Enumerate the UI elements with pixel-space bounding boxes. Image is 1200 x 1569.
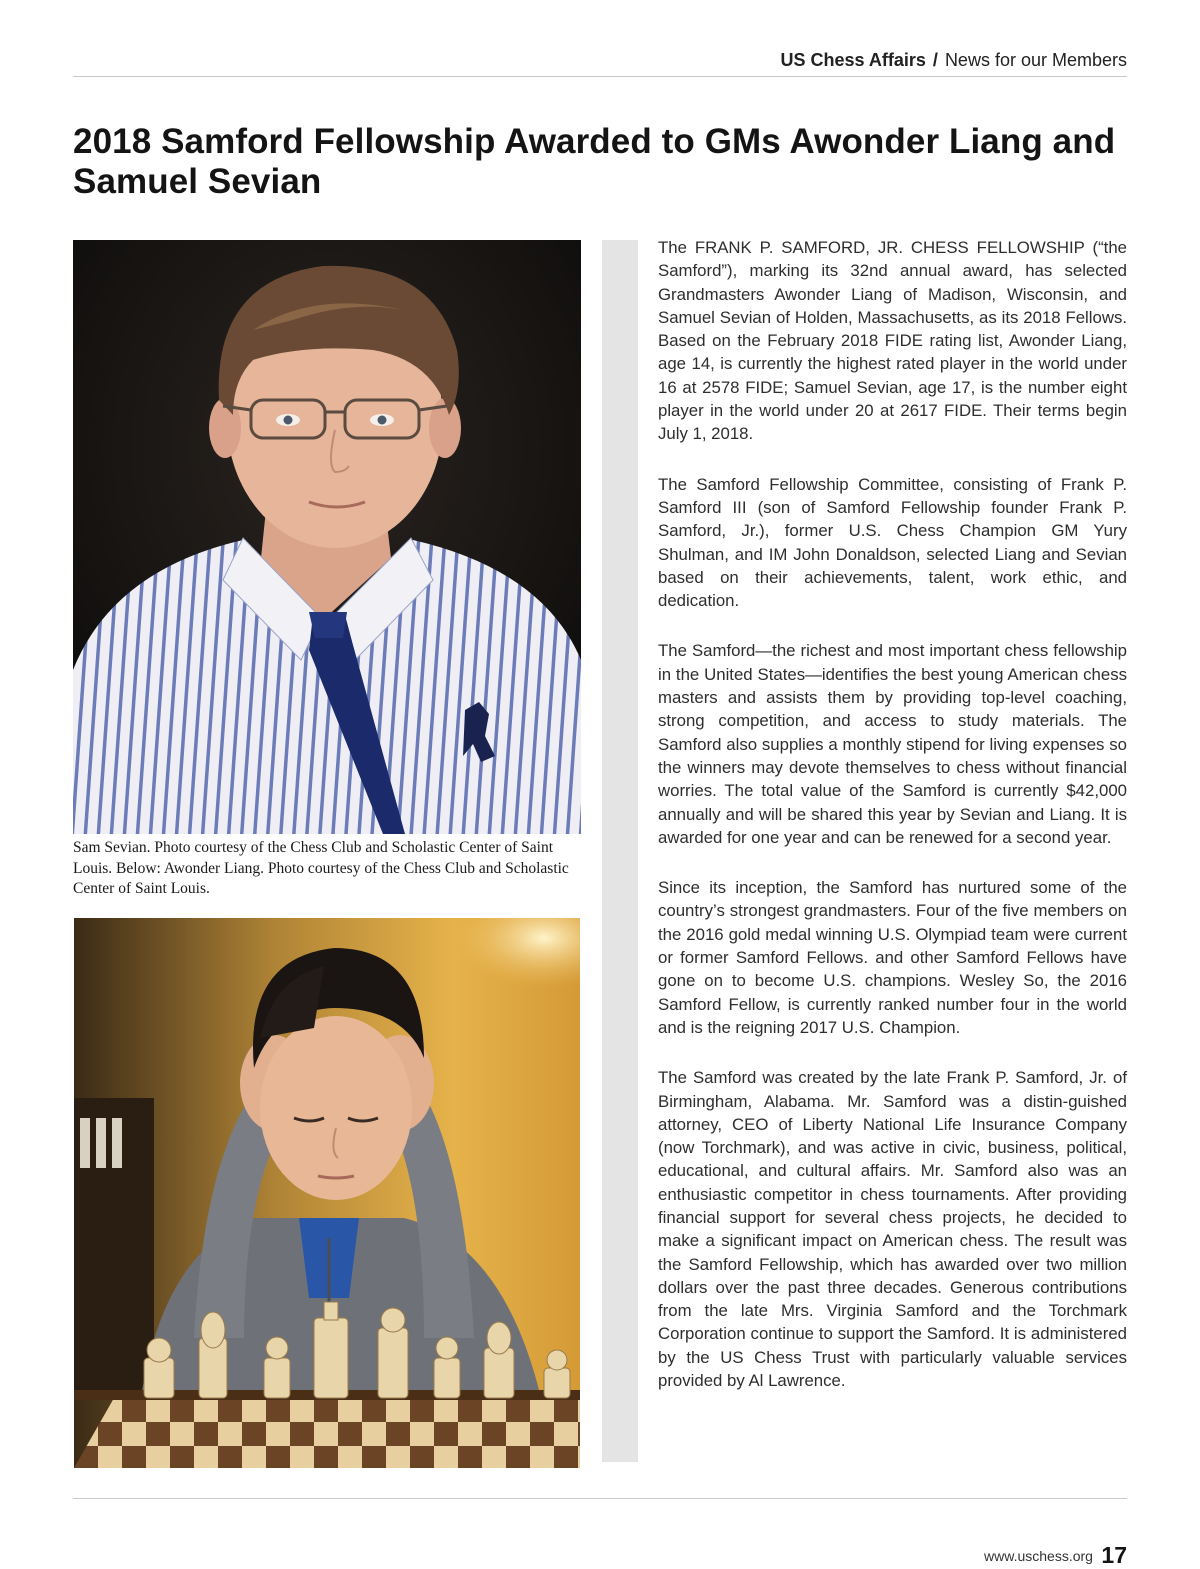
article-headline: 2018 Samford Fellowship Awarded to GMs Awonder Liang and Samuel Sevian — [73, 122, 1116, 201]
page-number: 17 — [1101, 1542, 1127, 1568]
article-body — [658, 236, 1127, 1419]
section-title: US Chess Affairs — [780, 50, 926, 70]
article-paragraph: The Samford was created by the late Frank P. Samford, Jr. of Birmingham, Alabama. Mr. Samford was a distin-guished attorney, CEO of Liberty National Life Insurance Company (now Torchmark), and was active in civic, business, political, educational, and cultural affairs. Mr. Samford also was an enthusiastic competitor in chess tournaments. After providing financial support for several chess projects, he decided to make a significant impact on American chess. The result was the Samford Fellowship, which has awarded over two million dollars over the past three decades. Generous contributions from the late Mrs. Virginia Samford and the Torchmark Corporation continue to support the Samford. It is administered by the US Chess Trust with particularly valuable services provided by Al Lawrence. — [658, 1068, 1127, 1391]
article-paragraph: The Samford Fellowship Committee, consisting of Frank P. Samford III (son of Samford Fellowship founder Frank P. Samford, Jr.), former U.S. Chess Champion GM Yury Shulman, and IM John Donaldson, selected Liang and Sevian based on their achievements, talent, work ethic, and dedication. — [658, 474, 1127, 611]
subsection-title: News for our Members — [944, 50, 1127, 70]
section-separator: / — [932, 50, 938, 70]
article-paragraph: The Samford—the richest and most important chess fellowship in the United States—identifies the best young American chess masters and assists them by providing top-level coaching, strong competition, and access to study materials. The Samford also supplies a monthly stipend for living expenses so the winners may devote themselves to chess without financial worries. The total value of the Samford is currently $42,000 annually and will be shared this year by Sevian and Liang. It is awarded for one year and can be renewed for a second year. — [658, 641, 1127, 847]
photo-awonder-liang — [74, 918, 580, 1468]
running-head — [781, 50, 1128, 71]
column-sidebar-bar — [602, 240, 638, 1462]
article-paragraph: The FRANK P. SAMFORD, JR. CHESS FELLOWSHIP (“the Samford”), marking its 32nd annual award, has selected Grandmasters Awonder Liang of Madison, Wisconsin, and Samuel Sevian of Holden, Massachusetts, as its 2018 Fellows. Based on the February 2018 FIDE rating list, Awonder Liang, age 14, is currently the highest rated player in the world under 16 at 2578 FIDE; Samuel Sevian, age 17, is the number eight player in the world under 20 at 2617 FIDE. Their terms begin July 1, 2018. — [658, 238, 1127, 444]
footer-rule — [73, 1498, 1127, 1499]
page-footer — [984, 1542, 1127, 1569]
article-paragraph: Since its inception, the Samford has nurtured some of the country’s strongest grandmasters. Four of the five members on the 2016 gold medal winning U.S. Olympiad team were current or former Samford Fellows. and other Samford Fellows have gone on to become U.S. champions. Wesley So, the 2016 Samford Fellow, is currently ranked number four in the world and is the reigning 2017 U.S. Champion. — [658, 878, 1127, 1037]
photo-caption: Sam Sevian. Photo courtesy of the Chess Club and Scholastic Center of Saint Louis. Below: Awonder Liang. Photo courtesy of the Chess Club and Scholastic Center of Saint Louis. — [73, 839, 569, 897]
header-rule — [73, 76, 1127, 77]
footer-url: www.uschess.org — [984, 1548, 1093, 1564]
photo-sam-sevian — [73, 240, 581, 834]
